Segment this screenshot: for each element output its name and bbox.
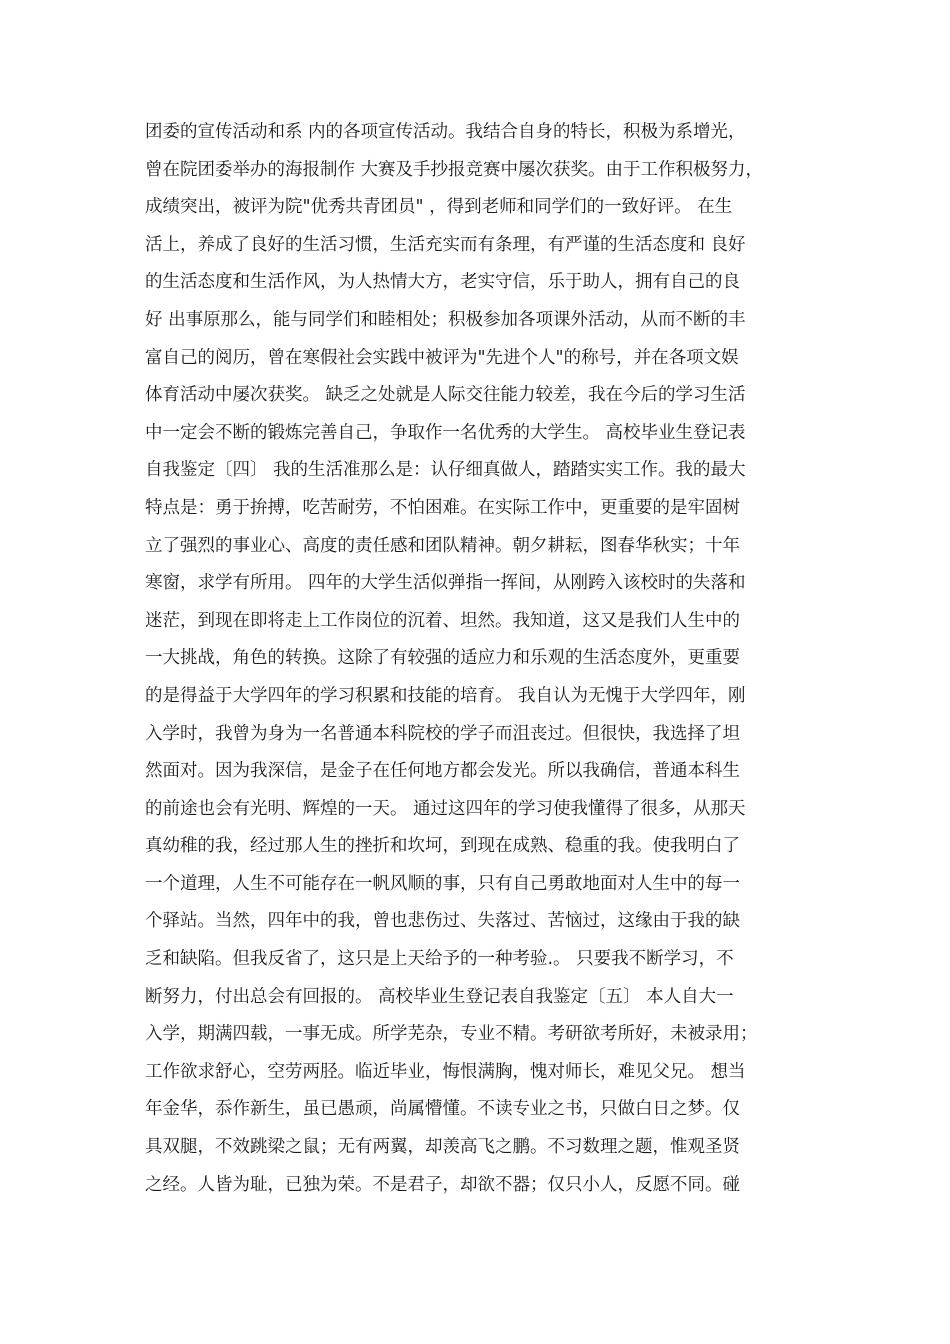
text-line: 迷茫，到现在即将走上工作岗位的沉着、坦然。我知道，这又是我们人生中的 [145,610,740,631]
text-line: 自我鉴定〔四〕 我的生活准那么是：认仔细真做人，踏踏实实工作。我的最大 [145,460,746,481]
text-line: 乏和缺陷。但我反省了，这只是上天给予的一种考验.。 只要我不断学习，不 [145,949,734,970]
text-line: 个驿站。当然，四年中的我，曾也悲伤过、失落过、苦恼过，这缘由于我的缺 [145,911,740,932]
text-line: 然面对。因为我深信，是金子在任何地方都会发光。所以我确信，普通本科生 [145,761,740,782]
text-line: 真幼稚的我，经过那人生的挫折和坎坷，到现在成熟、稳重的我。使我明白了 [145,836,740,857]
text-line: 立了强烈的事业心、高度的责任感和团队精神。朝夕耕耘，图春华秋实；十年 [145,535,740,556]
text-line: 一个道理，人生不可能存在一帆风顺的事，只有自己勇敢地面对人生中的每一 [145,873,740,894]
text-line: 寒窗，求学有所用。 四年的大学生活似弹指一挥间，从刚跨入该校时的失落和 [145,573,746,594]
text-line: 一大挑战，角色的转换。这除了有较强的适应力和乐观的生活态度外，更重要 [145,648,740,669]
text-line: 年金华，忝作新生，虽已愚顽，尚属懵懂。不读专业之书，只做白日之梦。仅 [145,1099,740,1120]
text-line: 的是得益于大学四年的学习积累和技能的培育。 我自认为无愧于大学四年，刚 [145,685,746,706]
text-line: 曾在院团委举办的海报制作 大赛及手抄报竞赛中屡次获奖。由于工作积极努力， [145,159,764,180]
text-line: 之经。人皆为耻，已独为荣。不是君子，却欲不器；仅只小人，反愿不同。碰 [145,1174,740,1195]
text-line: 断努力，付出总会有回报的。 高校毕业生登记表自我鉴定〔五〕 本人自大一 [145,986,734,1007]
document-text-body [145,114,825,1204]
text-line: 富自己的阅历，曾在寒假社会实践中被评为"先进个人"的称号，并在各项文娱 [145,347,739,368]
text-line: 成绩突出，被评为院"优秀共青团员" ，得到老师和同学们的一致好评。 在生 [145,197,733,218]
text-line: 体育活动中屡次获奖。 缺乏之处就是人际交往能力较差，我在今后的学习生活 [145,385,746,406]
text-line: 入学，期满四载，一事无成。所学芜杂，专业不精。考研欲考所好，未被录用； [145,1024,758,1045]
text-line: 特点是：勇于拚搏，吃苦耐劳，不怕困难。在实际工作中，更重要的是牢固树 [145,497,740,518]
text-line: 的生活态度和生活作风，为人热情大方，老实守信，乐于助人，拥有自己的良 [145,272,740,293]
text-line: 活上，养成了良好的生活习惯，生活充实而有条理，有严谨的生活态度和 良好 [145,234,746,255]
text-line: 具双腿，不效跳梁之鼠；无有两翼，却羡高飞之鹏。不习数理之题，惟观圣贤 [145,1137,740,1158]
text-line: 的前途也会有光明、辉煌的一天。 通过这四年的学习使我懂得了很多，从那天 [145,798,746,819]
text-line: 入学时，我曾为身为一名普通本科院校的学子而沮丧过。但很快，我选择了坦 [145,723,740,744]
text-line: 工作欲求舒心，空劳两胫。临近毕业，悔恨满胸，愧对师长，难见父兄。 想当 [145,1061,746,1082]
text-line: 中一定会不断的锻炼完善自己，争取作一名优秀的大学生。 高校毕业生登记表 [145,422,746,443]
text-line: 团委的宣传活动和系 内的各项宣传活动。我结合自身的特长，积极为系增光， [145,122,746,142]
text-line: 好 出事原那么，能与同学们和睦相处；积极参加各项课外活动，从而不断的丰 [145,309,746,330]
